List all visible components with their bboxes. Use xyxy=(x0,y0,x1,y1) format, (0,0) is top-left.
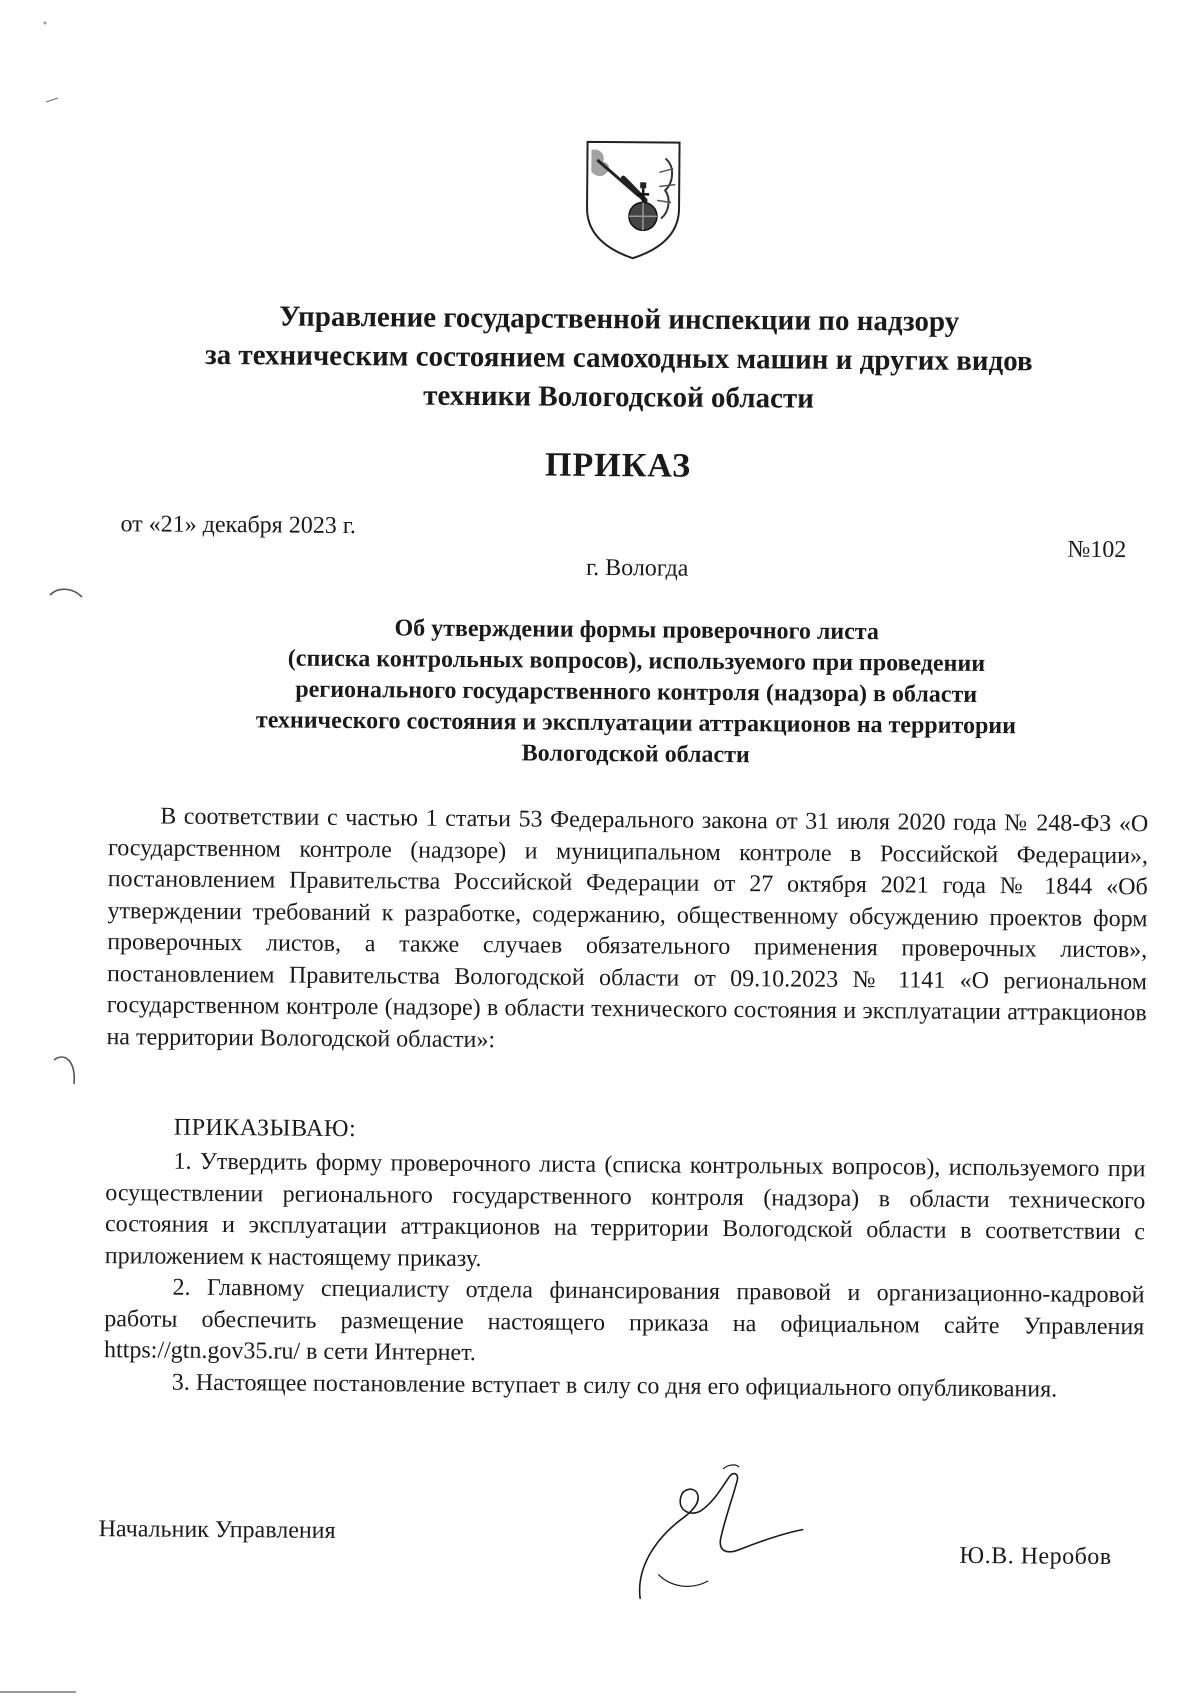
order-item: 3. Настоящее постановление вступает в силу со дня его официального опубликования. xyxy=(171,1369,1058,1403)
document-subject xyxy=(141,611,1132,774)
scan-artifact xyxy=(40,18,50,28)
preamble-paragraph: В соответствии с частью 1 статьи 53 Федерального закона от 31 июля 2020 года № 248-ФЗ «О государственном контроле (надзоре) и муниципальном контроле в Российской Федерации», постановлением Правительства Российской Федерации от 27 октября 2021 года № 1844 «Об утверждении требований к разработке, содержанию, общественному обсуждению проектов форм проверочных листов, а также случаев обязательного применения проверочных листов», постановлением Правительства Вологодской области от 09.10.2023 № 1141 «О региональном государственном контроле (надзоре) в области технического состояния и эксплуатации аттракционов на территории Вологодской области»: xyxy=(106,803,1149,1053)
scan-artifact xyxy=(0,1688,80,1696)
vologda-coat-of-arms-icon xyxy=(583,138,684,263)
organization-name-line: Управление государственной инспекции по надзору xyxy=(279,300,960,338)
handwritten-signature-icon xyxy=(630,1458,811,1609)
document-number: №102 xyxy=(1067,536,1127,564)
document-type-title: ПРИКАЗ xyxy=(544,446,692,485)
subject-line: регионального государственного контроля (надзора) в области xyxy=(295,676,978,708)
signatory-role: Начальник Управления xyxy=(98,1516,336,1544)
scan-artifact xyxy=(44,96,60,104)
subject-line: Вологодской области xyxy=(521,740,750,769)
organization-name xyxy=(153,296,1084,420)
organization-name-line: техники Вологодской области xyxy=(423,379,815,415)
order-items xyxy=(104,1146,1146,1406)
document-date: от «21» декабря 2023 г. xyxy=(120,511,357,540)
order-item: 1. Утвердить форму проверочного листа (списка контрольных вопросов), используемого при осуществлении регионального государственного контроля (надзора) в области технического состояния и эксплуатации аттракционов на территории Вологодской области в соответствии с приложением к настоящему приказу. xyxy=(104,1148,1146,1272)
subject-line: Об утверждении формы проверочного листа xyxy=(394,615,880,646)
scan-artifact xyxy=(48,585,84,605)
subject-line: технического состояния и эксплуатации аттракционов на территории xyxy=(255,707,1017,740)
order-word: ПРИКАЗЫВАЮ: xyxy=(173,1114,357,1143)
organization-name-line: за техническим состоянием самоходных машин и других видов xyxy=(204,338,1033,378)
order-item: 2. Главному специалисту отдела финансирования правовой и организационно-кадровой работы обеспечить размещение настоящего приказа на официальном сайте Управления https://gtn.gov35.ru/ в сети Интернет. xyxy=(103,1274,1145,1367)
document-city: г. Вологда xyxy=(585,554,689,582)
scan-artifact xyxy=(52,1052,80,1088)
subject-line: (списка контрольных вопросов), используемого при проведении xyxy=(287,645,986,678)
signatory-name: Ю.В. Неробов xyxy=(959,1542,1112,1571)
